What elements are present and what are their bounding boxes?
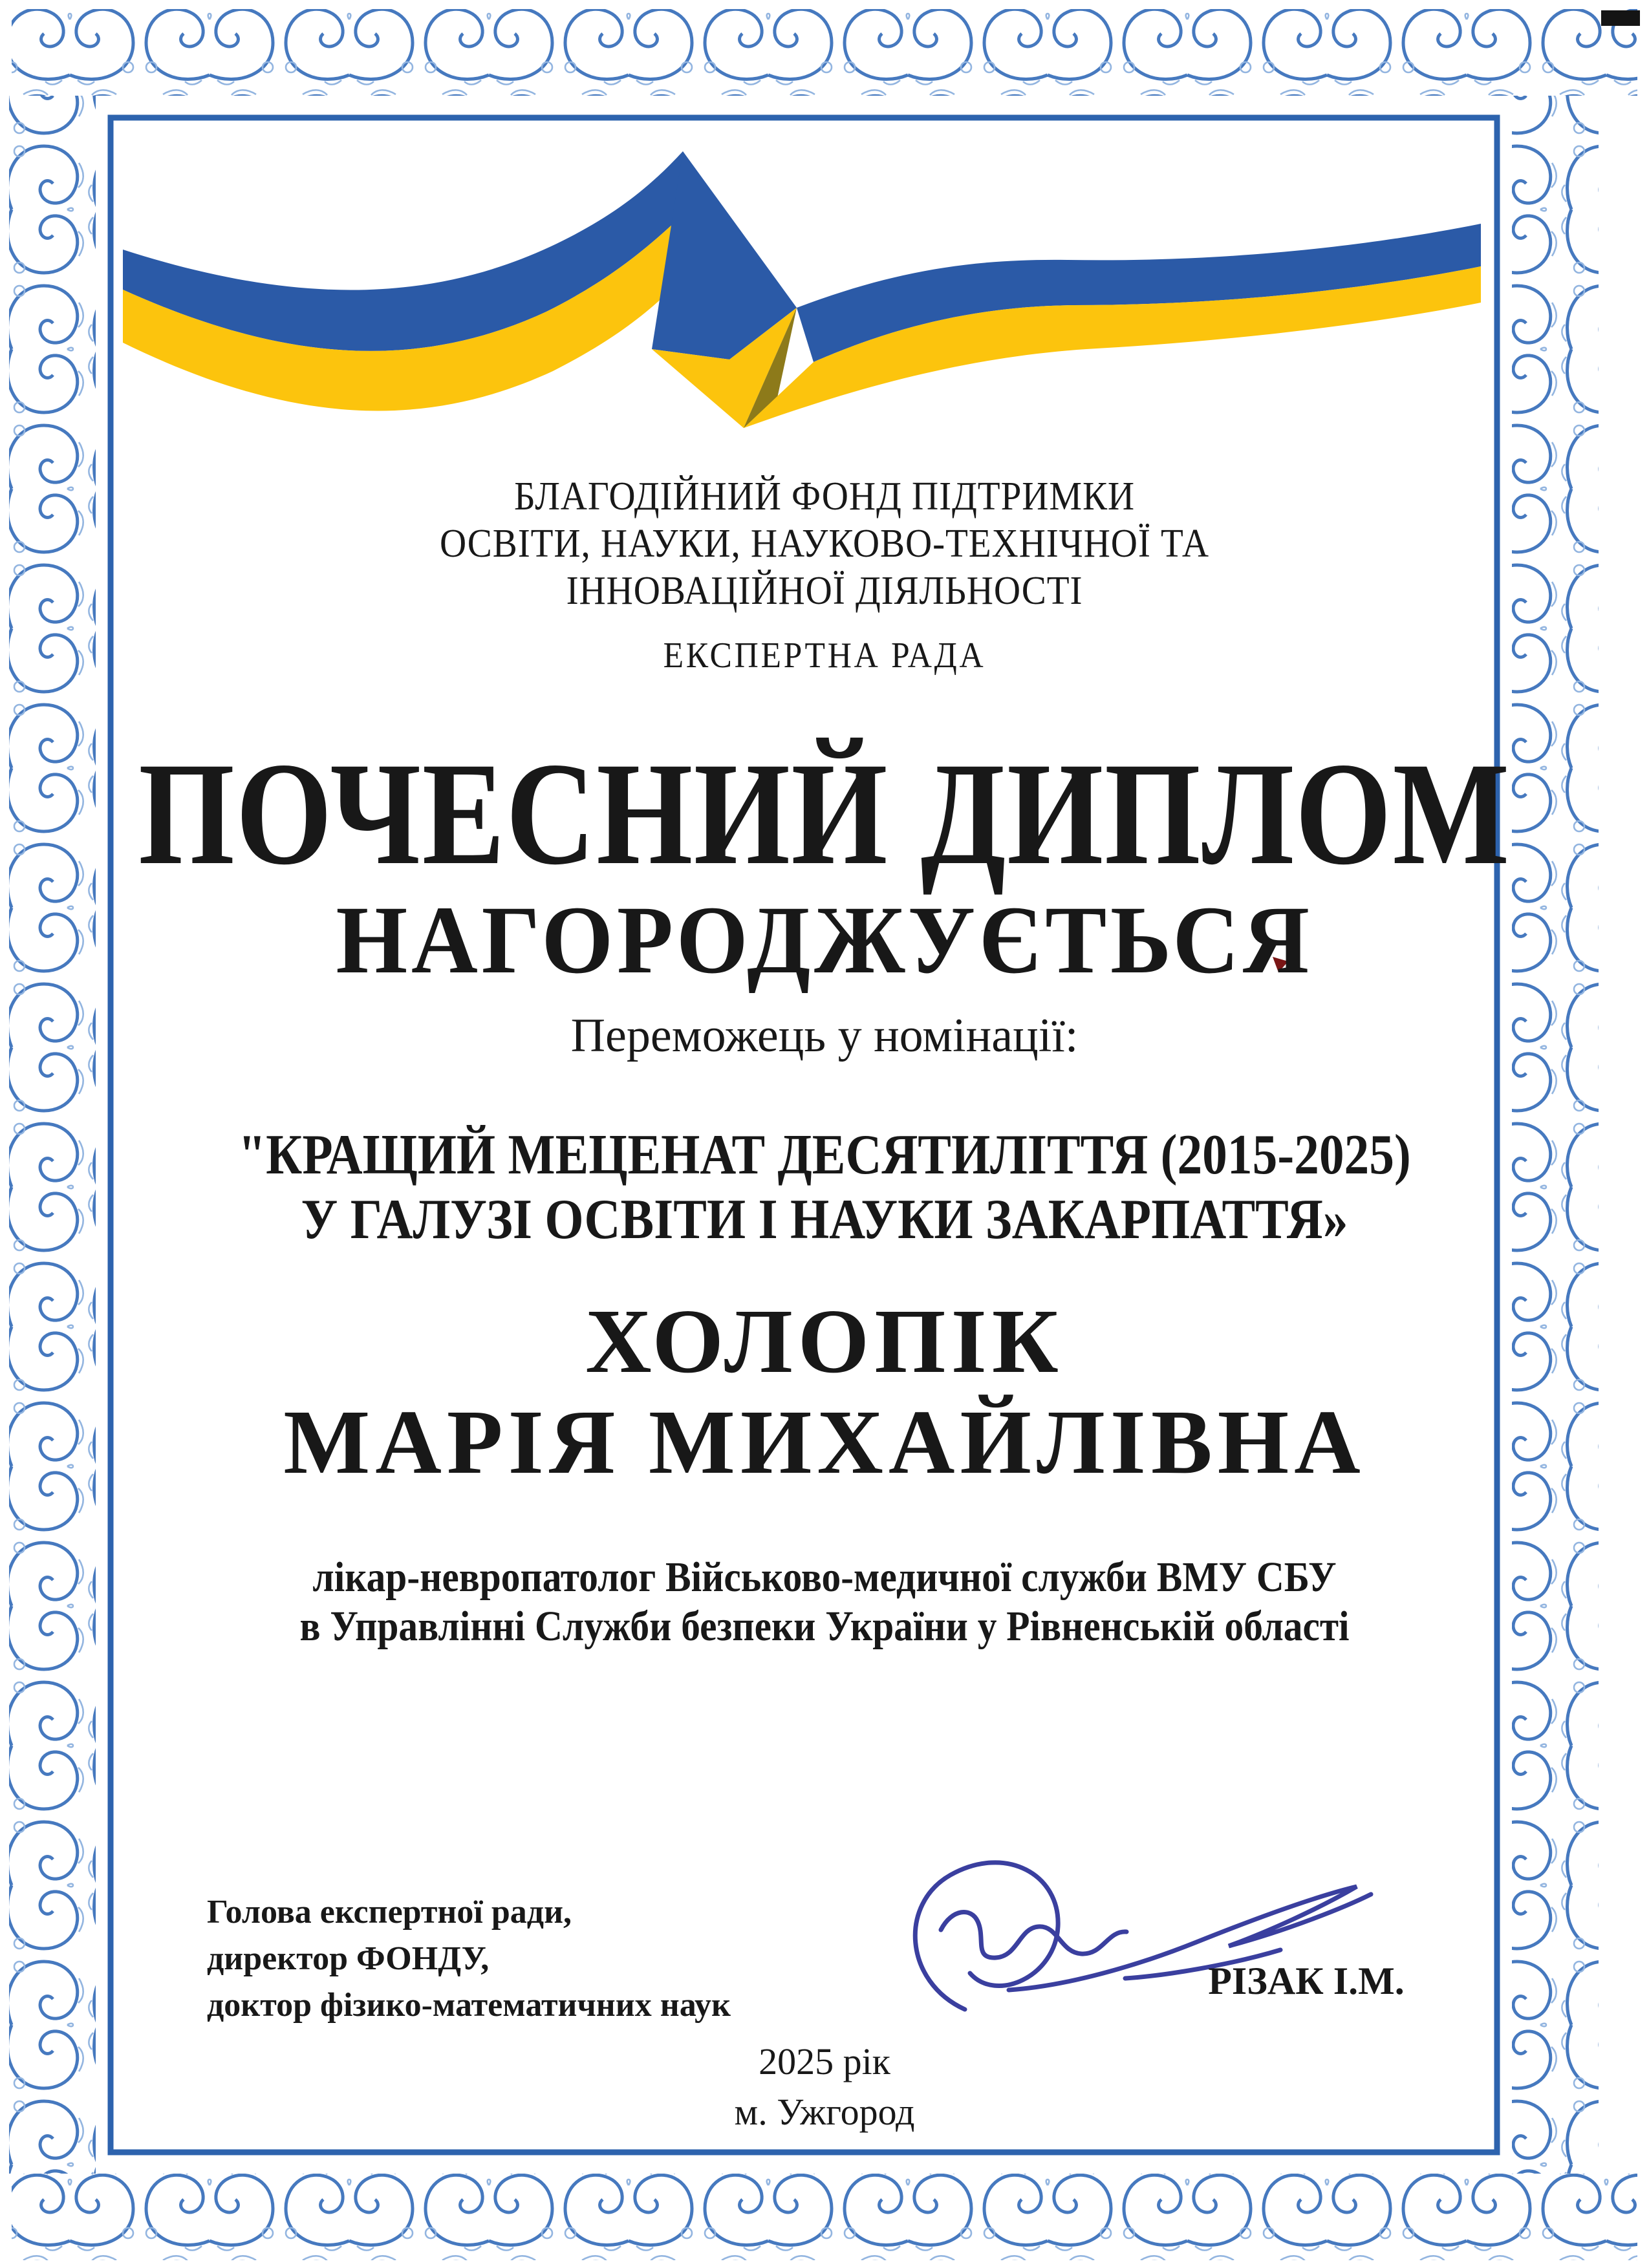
diploma-title: ПОЧЕСНИЙ ДИПЛОМ xyxy=(138,733,1511,895)
recipient-name: МАРІЯ МИХАЙЛІВНА xyxy=(283,1391,1366,1493)
signer-name: РІЗАК І.М. xyxy=(1208,1960,1405,2002)
scan-artifact-mark xyxy=(1601,10,1640,26)
recipient-description-line1: лікар-невропатолог Військово-медичної служби ВМУ СБУ xyxy=(312,1554,1337,1601)
footer-year: 2025 рік xyxy=(759,2040,890,2082)
expert-council-label: ЕКСПЕРТНА РАДА xyxy=(663,636,986,676)
nomination-line2: У ГАЛУЗІ ОСВІТИ І НАУКИ ЗАКАРПАТТЯ» xyxy=(301,1188,1348,1251)
nomination-line1: "КРАЩИЙ МЕЦЕНАТ ДЕСЯТИЛІТТЯ (2015-2025) xyxy=(238,1124,1411,1186)
ukraine-flag-ribbon-icon xyxy=(123,151,1481,428)
signer-role-line2: директор ФОНДУ, xyxy=(207,1940,490,1977)
signer-role-line3: доктор фізико-математичних наук xyxy=(207,1987,731,2024)
winner-label: Переможець у номінації: xyxy=(570,1009,1079,1062)
org-name-line3: ІННОВАЦІЙНОЇ ДІЯЛЬНОСТІ xyxy=(566,569,1083,613)
org-name-line1: БЛАГОДІЙНИЙ ФОНД ПІДТРИМКИ xyxy=(513,475,1136,519)
awarded-subtitle: НАГОРОДЖУЄТЬСЯ xyxy=(336,886,1313,994)
footer-city: м. Ужгород xyxy=(734,2091,915,2133)
recipient-surname: ХОЛОПІК xyxy=(585,1290,1064,1392)
org-name-line2: ОСВІТИ, НАУКИ, НАУКОВО-ТЕХНІЧНОЇ ТА xyxy=(439,522,1210,566)
signer-role-line1: Голова експертної ради, xyxy=(207,1894,572,1931)
recipient-description-line2: в Управлінні Служби безпеки України у Рівненській області xyxy=(299,1603,1350,1650)
